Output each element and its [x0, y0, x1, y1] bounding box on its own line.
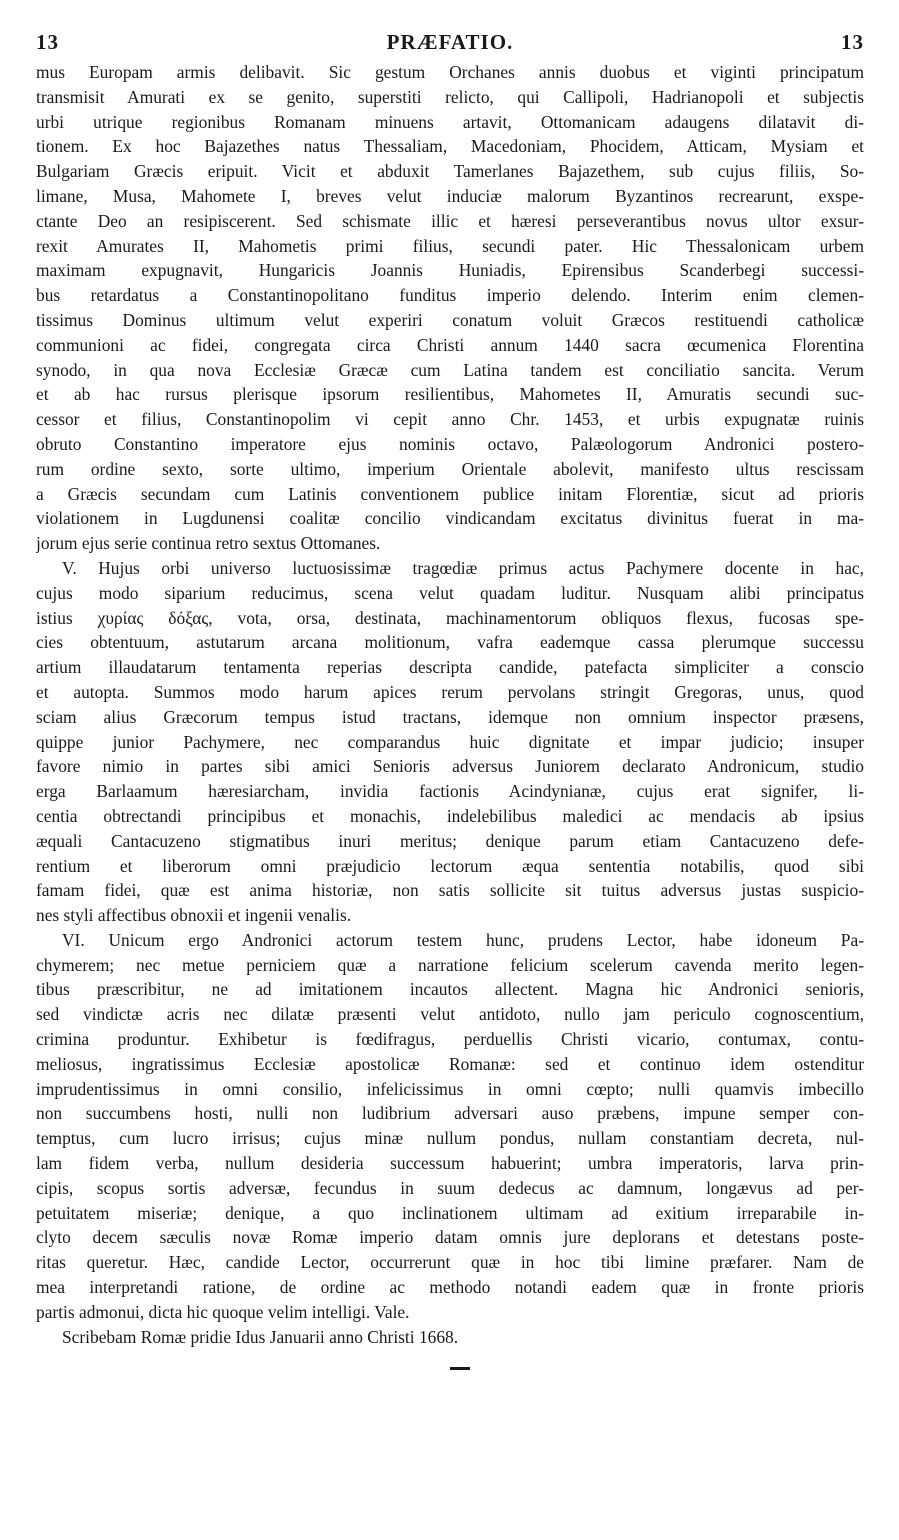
end-rule	[450, 1367, 470, 1370]
text-line: et ab hac rursus plerisque ipsorum resilientibus, Mahometes II, Amuratis secundi suc-	[36, 384, 864, 405]
text-line: urbi utrique regionibus Romanam minuens artavit, Ottomanicam adaugens dilatavit di-	[36, 111, 864, 132]
text-line: a Græcis secundam cum Latinis conventionem publice initam Florentiæ, sicut ad prioris	[36, 483, 864, 504]
text-line: meliosus, ingratissimus Ecclesiæ apostolicæ Romanæ: sed et continuo idem ostenditur	[36, 1053, 864, 1074]
running-head	[36, 30, 864, 60]
text-line: cies obtentuum, astutarum arcana molitionum, vafra eademque cassa plerumque successu	[36, 632, 864, 653]
text-line: petuitatem miseriæ; denique, a quo inclinationem ultimam ad exitium irreparabile in-	[36, 1202, 864, 1223]
text-line: artium illaudatarum tentamenta reperias descripta candide, patefacta simpliciter a conscio	[36, 657, 864, 678]
text-line: nes styli affectibus obnoxii et ingenii venalis.	[36, 905, 352, 926]
text-line: temptus, cum lucro irrisus; cujus minæ nullum pondus, nullam constantiam decreta, nul-	[36, 1128, 864, 1149]
text-line: favore nimio in partes sibi amici Senioris adversus Juniorem declarato Andronicum, studio	[36, 756, 864, 777]
text-line: transmisit Amurati ex se genito, superstiti relicto, qui Callipoli, Hadrianopoli et subjectis	[36, 86, 864, 107]
book-page	[36, 30, 864, 1370]
text-line: bus retardatus a Constantinopolitano funditus imperio delendo. Interim enim clemen-	[36, 285, 864, 306]
text-line: sed vindictæ acris nec dilatæ præsenti velut antidoto, nullo jam periculo cognoscentium,	[36, 1004, 864, 1025]
text-line: rentium et liberorum omni præjudicio lectorum æqua sententia notabilis, quod sibi	[36, 855, 864, 876]
text-line: communioni ac fidei, congregata circa Christi annum 1440 sacra œcumenica Florentina	[36, 334, 864, 355]
text-line: cessor et filius, Constantinopolim vi cepit anno Chr. 1453, et urbis expugnatæ ruinis	[36, 409, 864, 430]
text-line: sciam alius Græcorum tempus istud tractans, idemque non omnium inspector præsens,	[36, 706, 864, 727]
text-line: imprudentissimus in omni consilio, infelicissimus in omni cœpto; nulli quamvis imbecillo	[36, 1078, 864, 1099]
section-vi-start: VI. Unicum ergo Andronici actorum testem hunc, prudens Lector, habe idoneum Pa-	[62, 929, 864, 950]
text-line: crimina produntur. Exhibetur is fœdifragus, perduellis Christi vicario, contumax, contu-	[36, 1029, 864, 1050]
text-line: æquali Cantacuzeno stigmatibus inuri meritus; denique parum etiam Cantacuzeno defe-	[36, 830, 864, 851]
text-line: cujus modo siparium reducimus, scena velut quadam luditur. Nusquam alibi principatus	[36, 582, 864, 603]
page-number-left: 13	[36, 30, 59, 54]
text-line: ctante Deo an resipiscerent. Sed schismate illic et hæresi perseverantibus novus ultor exsur-	[36, 210, 864, 231]
text-line: tissimus Dominus ultimum velut experiri conatum voluit Græcos restituendi catholicæ	[36, 309, 864, 330]
section-v-start: V. Hujus orbi universo luctuosissimæ tragœdiæ primus actus Pachymere docente in hac,	[62, 557, 864, 578]
text-line: lam fidem verba, nullum desideria successum habuerint; umbra imperatoris, larva prin-	[36, 1153, 864, 1174]
dateline: Scribebam Romæ pridie Idus Januarii anno Christi 1668.	[62, 1326, 459, 1347]
text-line: istius χυρίας δόξας, vota, orsa, destinata, machinamentorum obliquos flexus, fucosas spe-	[36, 607, 864, 628]
text-line: cipis, scopus sortis adversæ, fecundus in suum dedecus ac damnum, longævus ad per-	[36, 1177, 864, 1198]
page-title: PRÆFATIO.	[386, 30, 514, 54]
text-line: tionem. Ex hoc Bajazethes natus Thessaliam, Macedoniam, Phocidem, Atticam, Mysiam et	[36, 136, 864, 157]
text-line: obruto Constantino imperatore ejus nominis octavo, Palæologorum Andronici postero-	[36, 433, 864, 454]
text-line: ritas queretur. Hæc, candide Lector, occurrerunt quæ in hoc tibi limine præfarer. Nam de	[36, 1252, 864, 1273]
text-line: clyto decem sæculis novæ Romæ imperio datam omnis jure deplorans et detestans poste-	[36, 1227, 864, 1248]
text-line: chymerem; nec metue perniciem quæ a narratione felicium scelerum cavenda merito legen-	[36, 954, 864, 975]
text-line: mus Europam armis delibavit. Sic gestum Orchanes annis duobus et viginti principatum	[36, 62, 864, 82]
text-line: tibus præscribitur, ne ad imitationem incautos allectent. Magna hic Andronici senioris,	[36, 979, 864, 1000]
text-line: et autopta. Summos modo harum apices rerum pervolans stringit Gregoras, unus, quod	[36, 681, 864, 702]
text-line: jorum ejus serie continua retro sextus Ottomanes.	[36, 533, 381, 554]
text-line: rum ordine sexto, sorte ultimo, imperium Orientale abolevit, manifesto ultus rescissam	[36, 458, 864, 479]
text-line: maximam expugnavit, Hungaricis Joannis Huniadis, Epirensibus Scanderbegi successi-	[36, 260, 864, 281]
page-number-right: 13	[841, 30, 864, 54]
text-line: famam fidei, quæ est anima historiæ, non satis sollicite sit tuitus adversus justas suspicio-	[36, 880, 864, 901]
text-line: Bulgariam Græcis eripuit. Vicit et abduxit Tamerlanes Bajazethem, sub cujus filiis, So-	[36, 161, 864, 182]
text-line: erga Barlaamum hæresiarcham, invidia factionis Acindynianæ, cujus erat signifer, li-	[36, 781, 864, 802]
text-line: non succumbens hosti, nulli non ludibrium adversari auso præbens, impune semper con-	[36, 1103, 864, 1124]
text-line: limane, Musa, Mahomete I, breves velut induciæ malorum Byzantinos recrearunt, exspe-	[36, 185, 864, 206]
text-line: quippe junior Pachymere, nec comparandus huic dignitate et impar judicio; insuper	[36, 731, 864, 752]
text-line: violationem in Lugdunensi coalitæ concilio vindicandam excitatus divinitus fuerat in ma-	[36, 508, 864, 529]
text-line: synodo, in qua nova Ecclesiæ Græcæ cum Latina tandem est conciliatio sancita. Verum	[36, 359, 864, 380]
text-line: rexit Amurates II, Mahometis primi filius, secundi pater. Hic Thessalonicam urbem	[36, 235, 864, 256]
text-line: partis admonui, dicta hic quoque velim intelligi. Vale.	[36, 1301, 410, 1322]
preface-body	[36, 60, 864, 1325]
text-line: centia obtrectandi principibus et monachis, indelebilibus maledici ac mendacis ab ipsius	[36, 805, 864, 826]
text-line: mea interpretandi ratione, de ordine ac methodo notandi eadem quæ in fronte prioris	[36, 1277, 864, 1298]
